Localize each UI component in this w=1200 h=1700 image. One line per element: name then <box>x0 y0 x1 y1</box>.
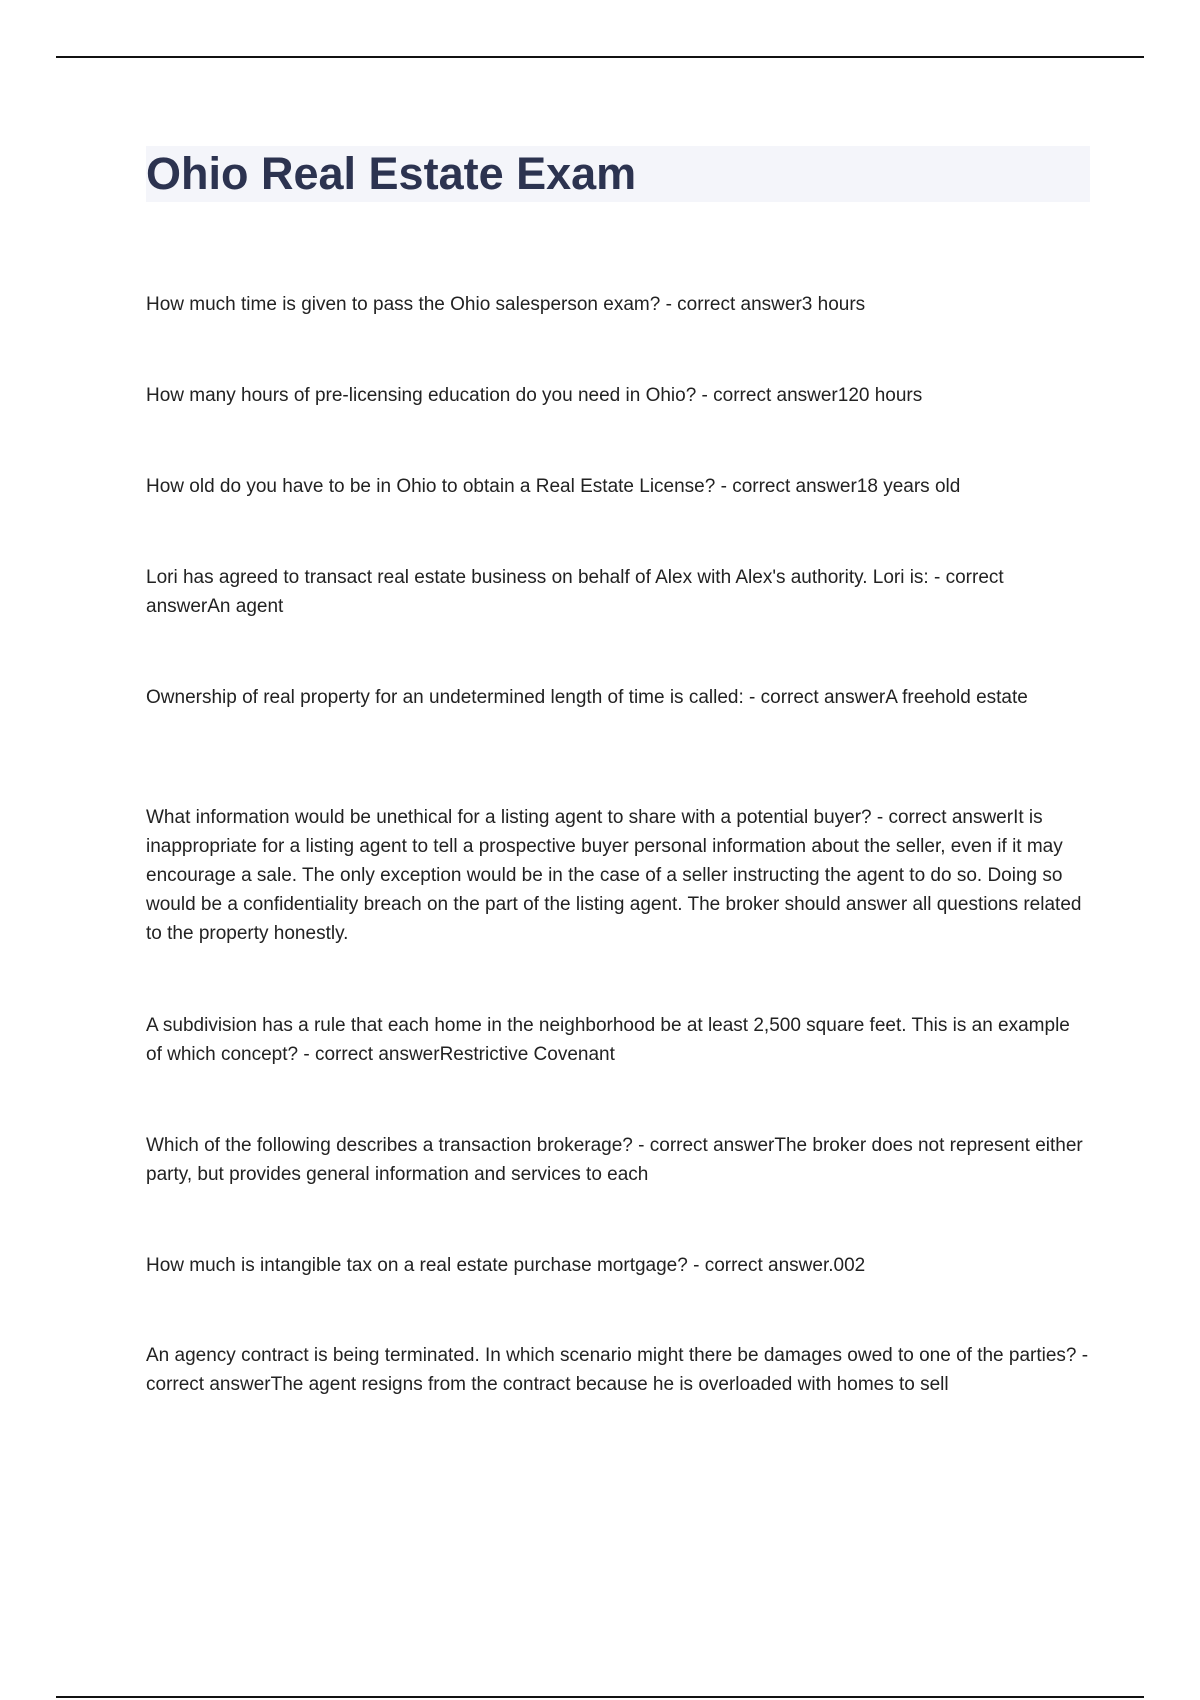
qa-item-2: How many hours of pre-licensing education do you need in Ohio? - correct answer120 hours <box>146 385 923 406</box>
bottom-divider <box>56 1696 1144 1698</box>
qa-item-10: An agency contract is being terminated. In which scenario might there be damages owed to one of the parties? - correct answerThe agent resigns from the contract because he is overloaded with homes to sell <box>146 1345 1089 1395</box>
qa-item-6: What information would be unethical for a listing agent to share with a potential buyer? - correct answerIt is inappropriate for a listing agent to tell a prospective buyer personal information about the seller, even if it may encourage a sale. The only exception would be in the case of a seller instructing the agent to do so. Doing so would be a confidentiality breach on the part of the listing agent. The broker should answer all questions related to the property honestly. <box>146 807 1082 944</box>
qa-item-3: How old do you have to be in Ohio to obtain a Real Estate License? - correct answer18 years old <box>146 476 961 497</box>
qa-item-1: How much time is given to pass the Ohio salesperson exam? - correct answer3 hours <box>146 294 866 315</box>
top-divider <box>56 56 1144 58</box>
qa-item-4: Lori has agreed to transact real estate business on behalf of Alex with Alex's authority. Lori is: - correct answerAn agent <box>146 567 1004 617</box>
page-title: Ohio Real Estate Exam <box>146 148 637 199</box>
qa-item-5: Ownership of real property for an undetermined length of time is called: - correct answerA freehold estate <box>146 687 1028 708</box>
qa-item-8: Which of the following describes a transaction brokerage? - correct answerThe broker does not represent either party, but provides general information and services to each <box>146 1135 1083 1185</box>
qa-item-9: How much is intangible tax on a real estate purchase mortgage? - correct answer.002 <box>146 1255 866 1276</box>
qa-item-7: A subdivision has a rule that each home in the neighborhood be at least 2,500 square feet. This is an example of which concept? - correct answerRestrictive Covenant <box>146 1015 1070 1065</box>
